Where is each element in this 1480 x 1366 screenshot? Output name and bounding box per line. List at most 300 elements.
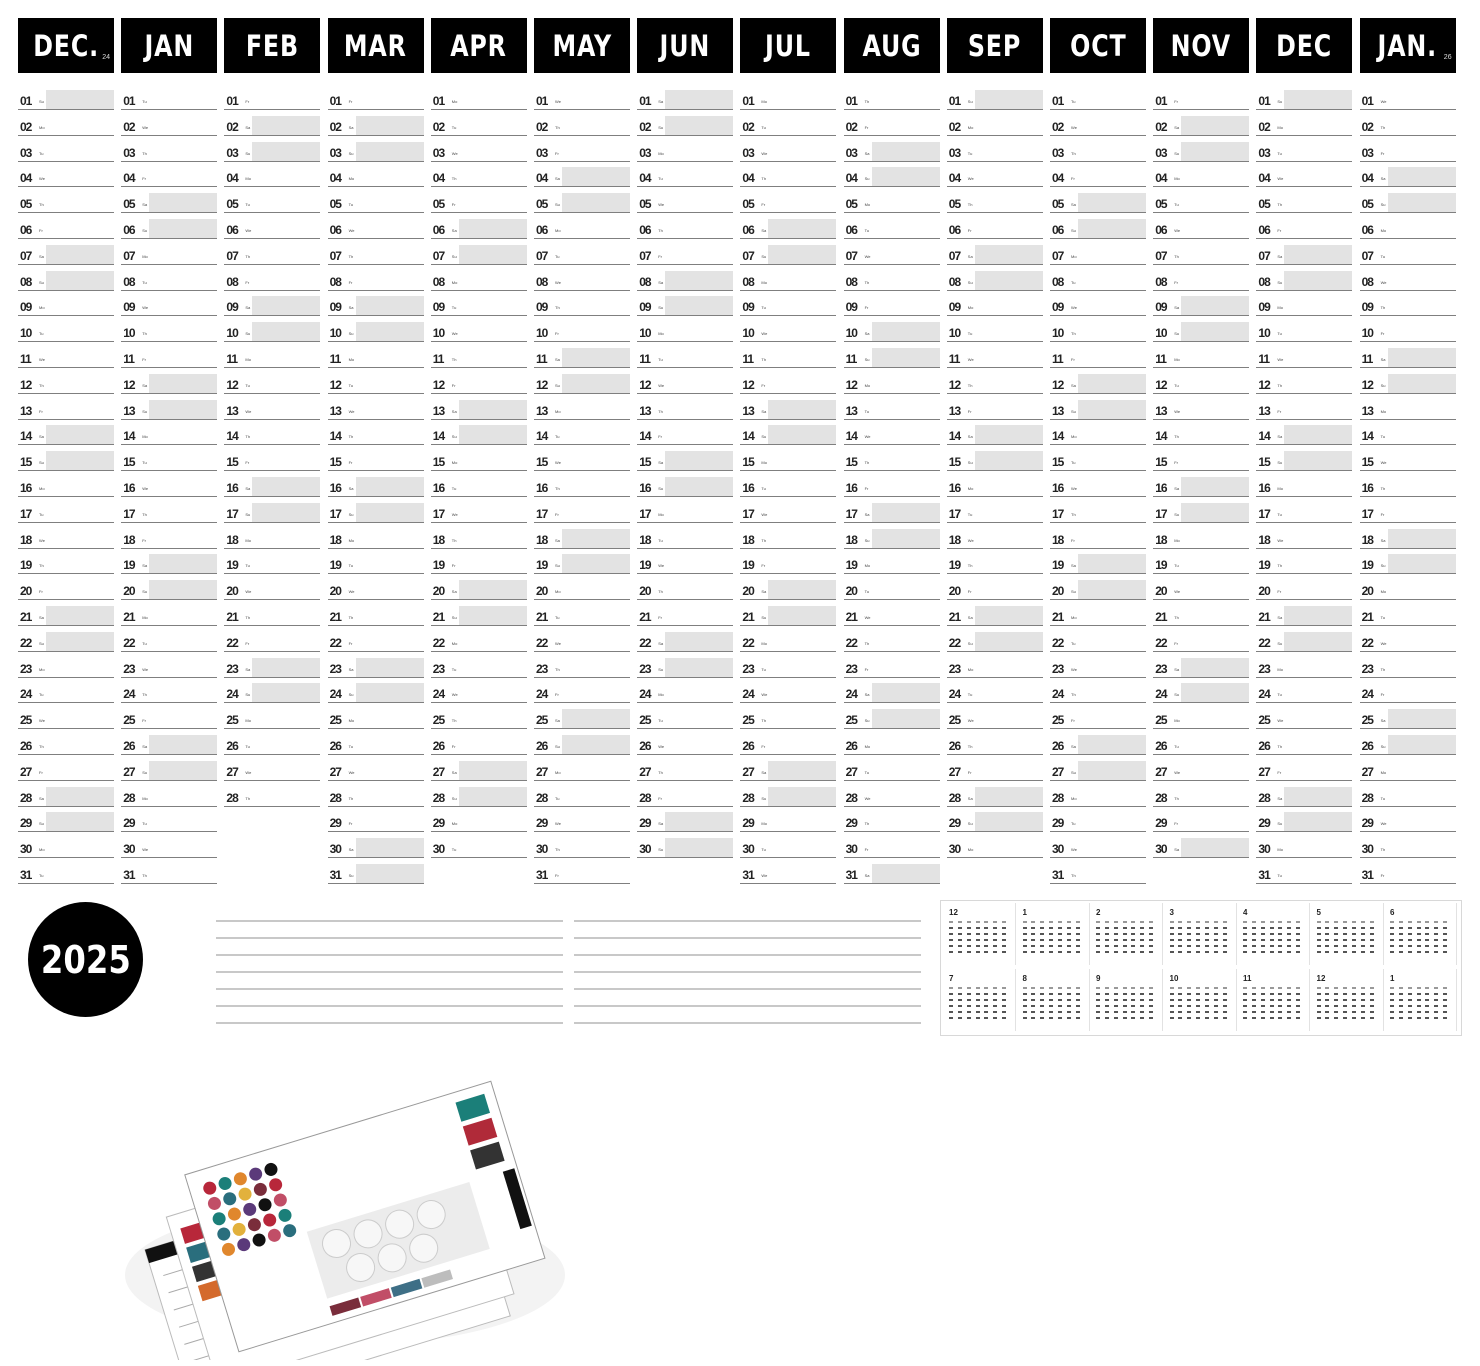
day-row[interactable]	[1360, 217, 1456, 241]
day-row[interactable]	[431, 681, 527, 705]
day-row[interactable]	[224, 681, 320, 705]
day-row[interactable]	[1256, 294, 1352, 318]
day-row[interactable]	[740, 501, 836, 525]
day-row[interactable]	[740, 527, 836, 551]
day-row[interactable]	[328, 165, 424, 189]
day-row[interactable]	[947, 294, 1043, 318]
day-row[interactable]	[1256, 320, 1352, 344]
day-row[interactable]	[844, 191, 940, 215]
day-row[interactable]	[1050, 217, 1146, 241]
day-row[interactable]	[121, 527, 217, 551]
day-row[interactable]	[947, 733, 1043, 757]
day-row[interactable]	[18, 630, 114, 654]
day-row[interactable]	[1050, 810, 1146, 834]
day-row[interactable]	[1360, 785, 1456, 809]
day-row[interactable]	[844, 501, 940, 525]
day-row[interactable]	[1153, 294, 1249, 318]
day-row[interactable]	[224, 217, 320, 241]
day-row[interactable]	[534, 785, 630, 809]
day-row[interactable]	[1360, 269, 1456, 293]
day-row[interactable]	[947, 527, 1043, 551]
day-row[interactable]	[844, 346, 940, 370]
day-row[interactable]	[947, 269, 1043, 293]
day-row[interactable]	[947, 372, 1043, 396]
day-row[interactable]	[431, 707, 527, 731]
day-row[interactable]	[844, 372, 940, 396]
day-row[interactable]	[431, 88, 527, 112]
day-row[interactable]	[844, 320, 940, 344]
day-row[interactable]	[1360, 449, 1456, 473]
day-row[interactable]	[1153, 191, 1249, 215]
day-row[interactable]	[740, 372, 836, 396]
day-row[interactable]	[121, 140, 217, 164]
day-row[interactable]	[328, 191, 424, 215]
day-row[interactable]	[844, 294, 940, 318]
day-row[interactable]	[328, 217, 424, 241]
day-row[interactable]	[534, 759, 630, 783]
day-row[interactable]	[431, 656, 527, 680]
day-row[interactable]	[121, 423, 217, 447]
day-row[interactable]	[1153, 114, 1249, 138]
day-row[interactable]	[947, 681, 1043, 705]
day-row[interactable]	[224, 372, 320, 396]
day-row[interactable]	[534, 733, 630, 757]
day-row[interactable]	[431, 836, 527, 860]
day-row[interactable]	[431, 527, 527, 551]
day-row[interactable]	[740, 578, 836, 602]
day-row[interactable]	[224, 88, 320, 112]
day-row[interactable]	[121, 552, 217, 576]
day-row[interactable]	[1153, 269, 1249, 293]
day-row[interactable]	[18, 217, 114, 241]
day-row[interactable]	[534, 165, 630, 189]
day-row[interactable]	[328, 810, 424, 834]
day-row[interactable]	[1050, 552, 1146, 576]
day-row[interactable]	[18, 578, 114, 602]
day-row[interactable]	[844, 656, 940, 680]
day-row[interactable]	[1050, 475, 1146, 499]
day-row[interactable]	[1050, 398, 1146, 422]
day-row[interactable]	[844, 398, 940, 422]
day-row[interactable]	[224, 191, 320, 215]
day-row[interactable]	[740, 733, 836, 757]
day-row[interactable]	[1050, 269, 1146, 293]
day-row[interactable]	[1360, 294, 1456, 318]
day-row[interactable]	[1050, 165, 1146, 189]
day-row[interactable]	[1050, 656, 1146, 680]
day-row[interactable]	[637, 681, 733, 705]
day-row[interactable]	[1256, 449, 1352, 473]
day-row[interactable]	[1050, 423, 1146, 447]
day-row[interactable]	[1153, 759, 1249, 783]
day-row[interactable]	[1256, 165, 1352, 189]
day-row[interactable]	[947, 810, 1043, 834]
day-row[interactable]	[1153, 165, 1249, 189]
day-row[interactable]	[534, 191, 630, 215]
day-row[interactable]	[1050, 114, 1146, 138]
day-row[interactable]	[534, 320, 630, 344]
day-row[interactable]	[1360, 372, 1456, 396]
day-row[interactable]	[637, 630, 733, 654]
day-row[interactable]	[431, 578, 527, 602]
day-row[interactable]	[637, 269, 733, 293]
day-row[interactable]	[18, 862, 114, 886]
day-row[interactable]	[328, 449, 424, 473]
day-row[interactable]	[328, 269, 424, 293]
day-row[interactable]	[534, 630, 630, 654]
day-row[interactable]	[947, 140, 1043, 164]
day-row[interactable]	[224, 475, 320, 499]
day-row[interactable]	[121, 475, 217, 499]
day-row[interactable]	[431, 423, 527, 447]
day-row[interactable]	[1153, 217, 1249, 241]
day-row[interactable]	[947, 191, 1043, 215]
day-row[interactable]	[637, 656, 733, 680]
day-row[interactable]	[1256, 759, 1352, 783]
day-row[interactable]	[637, 294, 733, 318]
day-row[interactable]	[534, 604, 630, 628]
day-row[interactable]	[1153, 423, 1249, 447]
day-row[interactable]	[328, 114, 424, 138]
day-row[interactable]	[947, 630, 1043, 654]
day-row[interactable]	[844, 810, 940, 834]
day-row[interactable]	[1256, 810, 1352, 834]
day-row[interactable]	[18, 733, 114, 757]
day-row[interactable]	[637, 707, 733, 731]
day-row[interactable]	[121, 243, 217, 267]
day-row[interactable]	[844, 759, 940, 783]
day-row[interactable]	[1153, 243, 1249, 267]
day-row[interactable]	[947, 88, 1043, 112]
day-row[interactable]	[224, 759, 320, 783]
day-row[interactable]	[637, 191, 733, 215]
day-row[interactable]	[637, 733, 733, 757]
day-row[interactable]	[431, 191, 527, 215]
day-row[interactable]	[1256, 88, 1352, 112]
day-row[interactable]	[18, 681, 114, 705]
day-row[interactable]	[947, 217, 1043, 241]
day-row[interactable]	[637, 759, 733, 783]
day-row[interactable]	[121, 656, 217, 680]
day-row[interactable]	[740, 552, 836, 576]
day-row[interactable]	[844, 552, 940, 576]
day-row[interactable]	[224, 320, 320, 344]
day-row[interactable]	[534, 475, 630, 499]
day-row[interactable]	[637, 243, 733, 267]
day-row[interactable]	[1360, 578, 1456, 602]
day-row[interactable]	[1360, 862, 1456, 886]
day-row[interactable]	[1153, 578, 1249, 602]
day-row[interactable]	[947, 578, 1043, 602]
day-row[interactable]	[844, 165, 940, 189]
day-row[interactable]	[431, 398, 527, 422]
day-row[interactable]	[18, 475, 114, 499]
day-row[interactable]	[121, 165, 217, 189]
day-row[interactable]	[1360, 630, 1456, 654]
day-row[interactable]	[844, 140, 940, 164]
day-row[interactable]	[18, 114, 114, 138]
day-row[interactable]	[328, 140, 424, 164]
day-row[interactable]	[224, 552, 320, 576]
day-row[interactable]	[328, 785, 424, 809]
day-row[interactable]	[1256, 630, 1352, 654]
day-row[interactable]	[1153, 630, 1249, 654]
day-row[interactable]	[18, 140, 114, 164]
day-row[interactable]	[121, 733, 217, 757]
day-row[interactable]	[224, 501, 320, 525]
day-row[interactable]	[740, 114, 836, 138]
day-row[interactable]	[534, 501, 630, 525]
day-row[interactable]	[328, 733, 424, 757]
day-row[interactable]	[637, 372, 733, 396]
day-row[interactable]	[431, 759, 527, 783]
day-row[interactable]	[1256, 656, 1352, 680]
day-row[interactable]	[947, 656, 1043, 680]
day-row[interactable]	[431, 114, 527, 138]
day-row[interactable]	[1256, 785, 1352, 809]
day-row[interactable]	[637, 501, 733, 525]
day-row[interactable]	[1360, 114, 1456, 138]
day-row[interactable]	[1360, 243, 1456, 267]
day-row[interactable]	[1360, 398, 1456, 422]
day-row[interactable]	[1360, 759, 1456, 783]
day-row[interactable]	[1050, 707, 1146, 731]
day-row[interactable]	[121, 320, 217, 344]
day-row[interactable]	[121, 707, 217, 731]
day-row[interactable]	[121, 862, 217, 886]
day-row[interactable]	[740, 810, 836, 834]
day-row[interactable]	[1050, 346, 1146, 370]
day-row[interactable]	[224, 578, 320, 602]
day-row[interactable]	[844, 527, 940, 551]
day-row[interactable]	[534, 656, 630, 680]
day-row[interactable]	[121, 217, 217, 241]
day-row[interactable]	[637, 578, 733, 602]
day-row[interactable]	[1256, 269, 1352, 293]
day-row[interactable]	[947, 346, 1043, 370]
day-row[interactable]	[637, 449, 733, 473]
day-row[interactable]	[1050, 372, 1146, 396]
day-row[interactable]	[1050, 785, 1146, 809]
day-row[interactable]	[534, 578, 630, 602]
day-row[interactable]	[431, 372, 527, 396]
day-row[interactable]	[1050, 243, 1146, 267]
day-row[interactable]	[431, 140, 527, 164]
day-row[interactable]	[1050, 501, 1146, 525]
day-row[interactable]	[1153, 398, 1249, 422]
day-row[interactable]	[328, 475, 424, 499]
day-row[interactable]	[328, 681, 424, 705]
day-row[interactable]	[121, 630, 217, 654]
day-row[interactable]	[637, 604, 733, 628]
day-row[interactable]	[844, 88, 940, 112]
day-row[interactable]	[328, 707, 424, 731]
day-row[interactable]	[740, 630, 836, 654]
day-row[interactable]	[1256, 707, 1352, 731]
day-row[interactable]	[1360, 733, 1456, 757]
day-row[interactable]	[740, 707, 836, 731]
day-row[interactable]	[534, 114, 630, 138]
day-row[interactable]	[1050, 191, 1146, 215]
day-row[interactable]	[18, 527, 114, 551]
day-row[interactable]	[224, 707, 320, 731]
day-row[interactable]	[18, 501, 114, 525]
day-row[interactable]	[431, 346, 527, 370]
day-row[interactable]	[1256, 527, 1352, 551]
day-row[interactable]	[1050, 630, 1146, 654]
day-row[interactable]	[740, 217, 836, 241]
day-row[interactable]	[1256, 552, 1352, 576]
day-row[interactable]	[844, 449, 940, 473]
day-row[interactable]	[740, 836, 836, 860]
day-row[interactable]	[1050, 449, 1146, 473]
day-row[interactable]	[1050, 681, 1146, 705]
day-row[interactable]	[947, 759, 1043, 783]
day-row[interactable]	[534, 217, 630, 241]
day-row[interactable]	[121, 346, 217, 370]
day-row[interactable]	[431, 630, 527, 654]
day-row[interactable]	[740, 759, 836, 783]
day-row[interactable]	[1153, 707, 1249, 731]
day-row[interactable]	[121, 604, 217, 628]
day-row[interactable]	[328, 423, 424, 447]
day-row[interactable]	[224, 733, 320, 757]
day-row[interactable]	[534, 836, 630, 860]
day-row[interactable]	[637, 398, 733, 422]
day-row[interactable]	[121, 759, 217, 783]
day-row[interactable]	[1360, 475, 1456, 499]
day-row[interactable]	[534, 552, 630, 576]
day-row[interactable]	[431, 269, 527, 293]
day-row[interactable]	[224, 243, 320, 267]
day-row[interactable]	[637, 217, 733, 241]
day-row[interactable]	[740, 320, 836, 344]
day-row[interactable]	[844, 681, 940, 705]
day-row[interactable]	[1153, 449, 1249, 473]
day-row[interactable]	[740, 346, 836, 370]
day-row[interactable]	[18, 656, 114, 680]
day-row[interactable]	[18, 191, 114, 215]
day-row[interactable]	[740, 269, 836, 293]
day-row[interactable]	[328, 88, 424, 112]
day-row[interactable]	[328, 294, 424, 318]
day-row[interactable]	[637, 423, 733, 447]
day-row[interactable]	[121, 269, 217, 293]
day-row[interactable]	[637, 475, 733, 499]
day-row[interactable]	[224, 630, 320, 654]
day-row[interactable]	[947, 243, 1043, 267]
day-row[interactable]	[947, 165, 1043, 189]
day-row[interactable]	[740, 140, 836, 164]
day-row[interactable]	[1360, 552, 1456, 576]
day-row[interactable]	[18, 243, 114, 267]
day-row[interactable]	[431, 165, 527, 189]
day-row[interactable]	[1256, 372, 1352, 396]
day-row[interactable]	[121, 294, 217, 318]
day-row[interactable]	[18, 449, 114, 473]
day-row[interactable]	[121, 681, 217, 705]
day-row[interactable]	[844, 630, 940, 654]
day-row[interactable]	[534, 707, 630, 731]
day-row[interactable]	[328, 346, 424, 370]
day-row[interactable]	[947, 475, 1043, 499]
day-row[interactable]	[947, 785, 1043, 809]
day-row[interactable]	[844, 862, 940, 886]
day-row[interactable]	[431, 604, 527, 628]
day-row[interactable]	[224, 656, 320, 680]
day-row[interactable]	[224, 423, 320, 447]
day-row[interactable]	[534, 269, 630, 293]
day-row[interactable]	[1360, 810, 1456, 834]
day-row[interactable]	[844, 243, 940, 267]
day-row[interactable]	[1256, 681, 1352, 705]
day-row[interactable]	[534, 423, 630, 447]
day-row[interactable]	[328, 759, 424, 783]
day-row[interactable]	[328, 836, 424, 860]
day-row[interactable]	[224, 604, 320, 628]
day-row[interactable]	[1050, 88, 1146, 112]
day-row[interactable]	[224, 398, 320, 422]
day-row[interactable]	[224, 294, 320, 318]
day-row[interactable]	[844, 217, 940, 241]
day-row[interactable]	[844, 707, 940, 731]
day-row[interactable]	[1360, 140, 1456, 164]
day-row[interactable]	[224, 346, 320, 370]
day-row[interactable]	[534, 681, 630, 705]
day-row[interactable]	[844, 269, 940, 293]
day-row[interactable]	[534, 527, 630, 551]
day-row[interactable]	[121, 398, 217, 422]
day-row[interactable]	[1360, 527, 1456, 551]
day-row[interactable]	[1153, 372, 1249, 396]
day-row[interactable]	[328, 501, 424, 525]
day-row[interactable]	[1360, 423, 1456, 447]
day-row[interactable]	[1256, 733, 1352, 757]
day-row[interactable]	[1256, 475, 1352, 499]
day-row[interactable]	[637, 836, 733, 860]
day-row[interactable]	[1153, 681, 1249, 705]
day-row[interactable]	[18, 269, 114, 293]
day-row[interactable]	[1153, 552, 1249, 576]
day-row[interactable]	[1153, 346, 1249, 370]
day-row[interactable]	[224, 785, 320, 809]
day-row[interactable]	[328, 656, 424, 680]
day-row[interactable]	[1050, 604, 1146, 628]
day-row[interactable]	[1050, 759, 1146, 783]
day-row[interactable]	[947, 501, 1043, 525]
day-row[interactable]	[844, 475, 940, 499]
day-row[interactable]	[328, 630, 424, 654]
day-row[interactable]	[1050, 294, 1146, 318]
day-row[interactable]	[1256, 836, 1352, 860]
day-row[interactable]	[740, 398, 836, 422]
day-row[interactable]	[844, 733, 940, 757]
day-row[interactable]	[844, 785, 940, 809]
day-row[interactable]	[1050, 862, 1146, 886]
day-row[interactable]	[947, 604, 1043, 628]
day-row[interactable]	[1153, 604, 1249, 628]
day-row[interactable]	[1360, 165, 1456, 189]
day-row[interactable]	[328, 320, 424, 344]
day-row[interactable]	[1153, 733, 1249, 757]
day-row[interactable]	[121, 578, 217, 602]
day-row[interactable]	[637, 165, 733, 189]
day-row[interactable]	[637, 140, 733, 164]
day-row[interactable]	[740, 243, 836, 267]
day-row[interactable]	[637, 552, 733, 576]
day-row[interactable]	[1050, 578, 1146, 602]
day-row[interactable]	[224, 114, 320, 138]
